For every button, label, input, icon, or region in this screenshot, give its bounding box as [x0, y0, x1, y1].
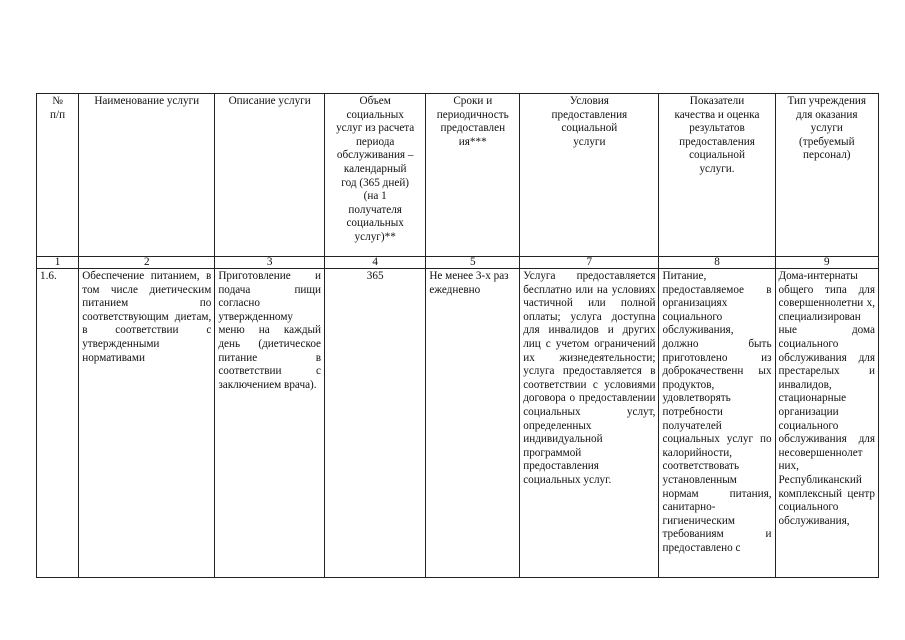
row-volume: 365 — [325, 269, 426, 578]
header-quality: Показатели качества и оценка результатов предоставления социальной услуги. — [659, 94, 775, 257]
row-period: Не менее 3-х раз ежедневно — [426, 269, 520, 578]
column-number: 4 — [325, 257, 426, 269]
column-number: 9 — [775, 257, 878, 269]
row-number: 1.6. — [37, 269, 79, 578]
header-service-description: Описание услуги — [215, 94, 325, 257]
column-number-row — [37, 257, 879, 269]
header-service-name: Наименование услуги — [79, 94, 215, 257]
row-quality: Питание, предоставляемое в организациях социального обслуживания, должно быть приготовлено из доброкачественн ых продуктов, удовлетворять потребности получателей социальных услуг по калорийности, соответствовать установленным нормам питания, санитарно-гигиеническим требованиям и предоставлено с — [659, 269, 775, 578]
column-number: 5 — [426, 257, 520, 269]
column-number: 7 — [520, 257, 659, 269]
header-period: Сроки и периодичность предоставлен ия*** — [426, 94, 520, 257]
row-institution: Дома-интернаты общего типа для совершеннолетни х, специализирован ные дома социального обслуживания для престарелых и инвалидов, стационарные организации социального обслуживания для несовершеннолет них, Республиканский комплексный центр социального обслуживания, — [775, 269, 878, 578]
services-table — [36, 93, 879, 578]
row-service-name: Обеспечение питанием, в том числе диетическим питанием по соответствующим диетам, в соответствии с утвержденными нормативами — [79, 269, 215, 578]
header-institution: Тип учреждения для оказания услуги (требуемый персонал) — [775, 94, 878, 257]
column-number: 1 — [37, 257, 79, 269]
header-number: № п/п — [37, 94, 79, 257]
header-conditions: Условия предоставления социальной услуги — [520, 94, 659, 257]
table-header-row — [37, 94, 879, 257]
column-number: 3 — [215, 257, 325, 269]
row-conditions: Услуга предоставляется бесплатно или на условиях частичной или полной оплаты; услуга доступна для инвалидов и других лиц с учетом ограничений их жизнедеятельности; услуга предоставляется в соответствии с условиями договора о предоставлении социальных услут, определенных индивидуальной программой предоставления социальных услуг. — [520, 269, 659, 578]
column-number: 2 — [79, 257, 215, 269]
column-number: 8 — [659, 257, 775, 269]
row-service-description: Приготовление и подача пищи согласно утвержденному меню на каждый день (диетическое питание в соответствии с заключением врача). — [215, 269, 325, 578]
header-volume: Объем социальных услуг из расчета периода обслуживания – календарный год (365 дней) (на 1 получателя социальных услуг)** — [325, 94, 426, 257]
table-row — [37, 269, 879, 578]
